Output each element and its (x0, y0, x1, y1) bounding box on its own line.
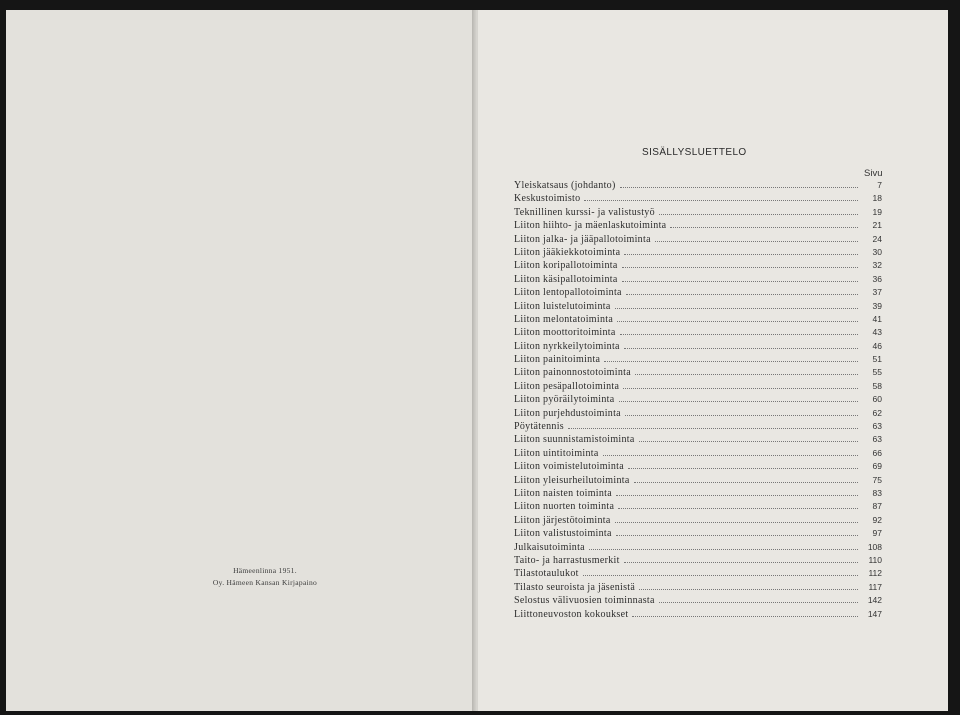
toc-entry-page: 97 (872, 528, 882, 539)
toc-entry-label: Keskustoimisto (514, 193, 581, 205)
dot-leader (568, 427, 858, 429)
dot-leader (626, 293, 858, 295)
toc-entry-page: 87 (872, 501, 882, 512)
toc-entry-label: Liiton jääkiekkotoiminta (514, 246, 621, 258)
toc-entry (514, 366, 882, 379)
toc-entry-label: Liiton lentopallotoiminta (514, 287, 622, 299)
toc-entry-page: 32 (872, 260, 882, 271)
toc-entry-page: 92 (872, 514, 882, 525)
toc-entry-page: 75 (872, 474, 882, 485)
toc-entry (514, 273, 882, 286)
toc-entry (514, 259, 882, 272)
toc-entry (514, 353, 882, 366)
dot-leader (623, 387, 858, 389)
dot-leader (632, 615, 858, 617)
toc-entry-page: 37 (872, 287, 882, 298)
toc-entry (514, 300, 882, 313)
toc-entry-page: 117 (868, 581, 882, 592)
dot-leader (655, 240, 858, 242)
dot-leader (624, 561, 858, 563)
toc-entry-page: 83 (872, 487, 882, 498)
toc-entry (514, 192, 882, 205)
toc-entry-page: 43 (872, 327, 882, 338)
dot-leader (583, 574, 858, 576)
dot-leader (603, 454, 858, 456)
toc-entry (514, 487, 882, 500)
toc-entry (514, 206, 882, 219)
toc-entry (514, 313, 882, 326)
toc-entry-page: 18 (872, 193, 882, 204)
toc-entry (514, 393, 882, 406)
toc-entry-page: 51 (872, 354, 882, 365)
toc-entry-page: 58 (872, 380, 882, 391)
toc-entry-label: Liiton voimistelutoiminta (514, 461, 624, 473)
toc-entry (514, 179, 882, 192)
toc-entry-page: 142 (867, 595, 882, 606)
toc-entry-label: Liiton naisten toiminta (514, 487, 612, 499)
imprint-place-year: Hämeenlinna 1951. (233, 566, 297, 575)
toc-entry-label: Selostus välivuosien toiminnasta (514, 595, 655, 607)
dot-leader (617, 320, 858, 322)
toc-entry-label: Liiton yleisurheilutoiminta (514, 474, 630, 486)
toc-entry-label: Liiton nyrkkeilytoiminta (514, 340, 620, 352)
toc-entry-label: Liiton valistustoiminta (514, 528, 612, 540)
imprint-printer: Oy. Hämeen Kansan Kirjapaino (212, 578, 318, 587)
toc-entry-label: Liiton pyöräilytoiminta (514, 394, 615, 406)
toc-entry-label: Liiton käsipallotoiminta (514, 273, 618, 285)
toc-entry-label: Taito- ja harrastusmerkit (514, 554, 620, 566)
toc-entry-label: Teknillinen kurssi- ja valistustyö (514, 206, 655, 218)
toc-entry (514, 514, 882, 527)
toc-entry-label: Liiton suunnistamistoiminta (514, 434, 635, 446)
dot-leader (615, 307, 858, 309)
toc-entry-page: 21 (872, 220, 882, 231)
dot-leader (635, 373, 858, 375)
dot-leader (584, 199, 858, 201)
toc-entry-page: 7 (877, 180, 882, 190)
toc-entry-label: Liiton uintitoiminta (514, 447, 599, 459)
toc-entry-label: Liiton hiihto- ja mäenlaskutoiminta (514, 220, 667, 232)
toc-entry-page: 66 (872, 447, 882, 458)
toc-entry (514, 447, 882, 460)
dot-leader (639, 440, 858, 442)
dot-leader (616, 534, 858, 536)
toc-entry-label: Liiton painitoiminta (514, 354, 601, 366)
toc-title: SISÄLLYSLUETTELO (642, 147, 747, 158)
toc-entry-label: Pöytätennis (514, 421, 564, 433)
toc-entry (514, 246, 882, 259)
toc-entry-page: 63 (872, 434, 882, 445)
toc-entry-label: Liiton pesäpallotoiminta (514, 380, 620, 392)
toc-entry-page: 147 (867, 608, 882, 619)
dot-leader (616, 494, 858, 496)
toc-entry (514, 474, 882, 487)
toc-entry-label: Julkaisutoiminta (514, 541, 585, 553)
toc-entry (514, 594, 882, 607)
dot-leader (628, 467, 858, 469)
dot-leader (659, 213, 858, 215)
toc-entry-page: 24 (872, 233, 882, 244)
toc-entry (514, 554, 882, 567)
dot-leader (604, 360, 858, 362)
toc-entry (514, 460, 882, 473)
toc-entry-label: Liiton luistelutoiminta (514, 300, 611, 312)
toc-entry (514, 567, 882, 580)
toc-entry-label: Liiton painonnostotoiminta (514, 367, 631, 379)
toc-entry-page: 112 (868, 568, 882, 579)
toc-entry (514, 541, 882, 554)
dot-leader (618, 507, 858, 509)
dot-leader (624, 347, 858, 349)
toc-entry-label: Tilasto seuroista ja jäsenistä (514, 581, 636, 593)
toc-entry-page: 69 (872, 461, 882, 472)
toc-entry-page: 62 (872, 407, 882, 418)
dot-leader (659, 601, 858, 603)
toc-entry (514, 581, 882, 594)
dot-leader (589, 548, 858, 550)
toc-entry-label: Liiton koripallotoiminta (514, 260, 618, 272)
dot-leader (620, 186, 858, 188)
toc-entry-page: 39 (872, 300, 882, 311)
toc-entry-page: 30 (872, 246, 882, 257)
toc-entry (514, 420, 882, 433)
toc-entry (514, 608, 882, 621)
toc-entry (514, 407, 882, 420)
toc-entry-page: 63 (872, 421, 882, 432)
toc-entry-label: Liittoneuvoston kokoukset (514, 608, 629, 620)
toc-entry (514, 326, 882, 339)
imprint (185, 565, 345, 589)
dot-leader (619, 400, 859, 402)
toc-entry-label: Liiton melontatoiminta (514, 313, 614, 325)
dot-leader (620, 333, 858, 335)
toc-entry (514, 233, 882, 246)
toc-entry-page: 60 (872, 394, 882, 405)
toc-entry-page: 110 (868, 554, 882, 565)
toc-entry-page: 41 (872, 313, 882, 324)
page-column-header: Sivu (864, 168, 883, 179)
left-page (6, 10, 474, 711)
dot-leader (624, 253, 858, 255)
toc-entry-label: Liiton nuorten toiminta (514, 501, 615, 513)
dot-leader (615, 521, 858, 523)
toc-entry (514, 433, 882, 446)
toc-entry-label: Liiton jalka- ja jääpallotoiminta (514, 233, 651, 245)
toc-entry-label: Liiton moottoritoiminta (514, 327, 616, 339)
dot-leader (634, 481, 858, 483)
toc-entry-page: 55 (872, 367, 882, 378)
toc-entry (514, 286, 882, 299)
dot-leader (625, 414, 858, 416)
toc-entry (514, 500, 882, 513)
dot-leader (670, 226, 858, 228)
toc-entry (514, 527, 882, 540)
toc-entry-page: 36 (872, 273, 882, 284)
toc-entry-label: Liiton järjestötoiminta (514, 514, 611, 526)
toc-entry-page: 46 (872, 340, 882, 351)
table-of-contents (514, 179, 882, 621)
toc-entry-label: Liiton purjehdustoiminta (514, 407, 621, 419)
toc-entry (514, 219, 882, 232)
toc-entry-label: Yleiskatsaus (johdanto) (514, 180, 616, 191)
toc-entry-page: 108 (867, 541, 882, 552)
toc-entry-label: Tilastotaulukot (514, 568, 579, 580)
toc-entry-page: 19 (872, 206, 882, 217)
dot-leader (639, 588, 858, 590)
toc-entry (514, 340, 882, 353)
dot-leader (622, 266, 858, 268)
toc-entry (514, 380, 882, 393)
dot-leader (622, 280, 858, 282)
